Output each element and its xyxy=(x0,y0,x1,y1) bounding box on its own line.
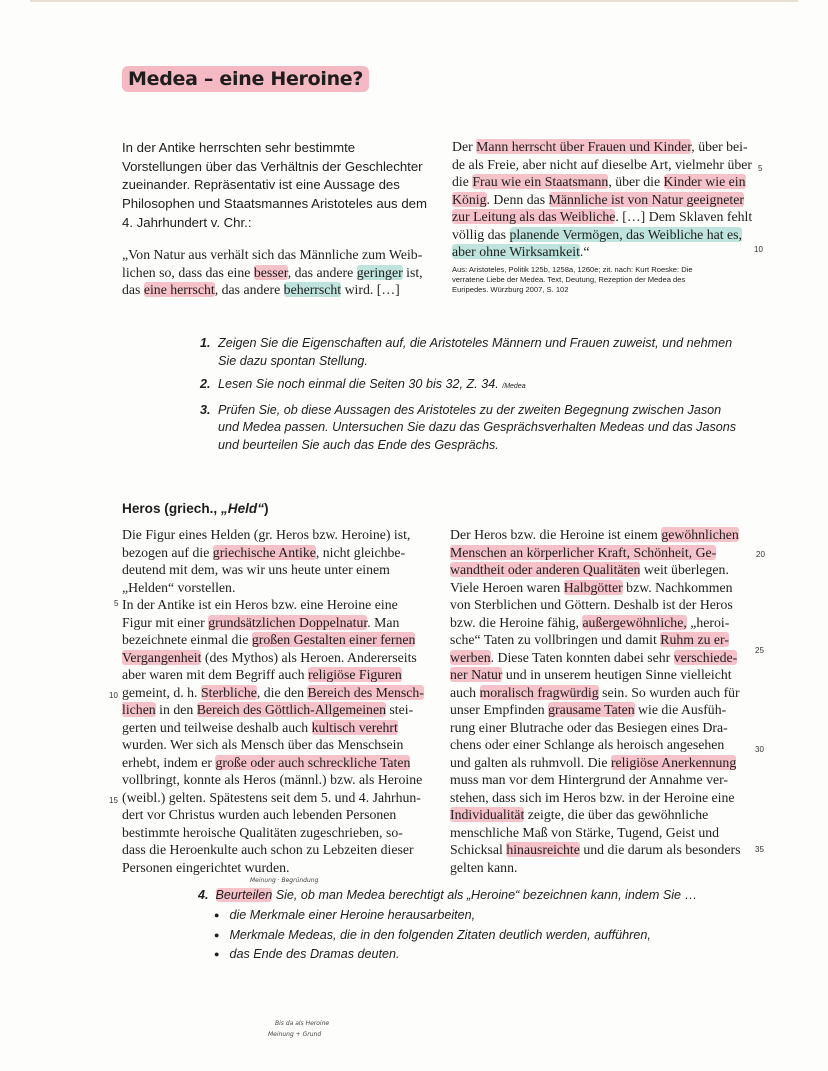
text-line: In der Antike ist ein Heros bzw. eine Heroine eine xyxy=(122,597,398,612)
text-line: gemeint, d. h. Sterbliche, die den Bereich des Mensch- xyxy=(122,684,424,700)
quote-line: König. Denn das Männliche ist von Natur geeigneter xyxy=(452,191,744,207)
text-line: menschliche Maß von Stärke, Tugend, Geist und xyxy=(450,824,720,840)
highlight: griechische Antike xyxy=(212,544,316,560)
handwritten-note: Meinung · Begründung xyxy=(250,877,319,884)
highlight: Sterbliche xyxy=(200,684,257,700)
text-line: Figur mit einer grundsätzlichen Doppelnatur. Man xyxy=(122,614,400,630)
quote-line: Der Mann herrscht über Frauen und Kinder, über bei- xyxy=(452,139,748,154)
text-line: bzw. die Heroine fähig, außergewöhnliche, „heroi- xyxy=(450,614,730,630)
text-line: wandtheit oder anderen Qualitäten weit überlegen. xyxy=(450,562,729,577)
quote-line: de als Freie, aber nicht auf dieselbe Art, vielmehr über xyxy=(452,156,752,172)
highlight: planende Vermögen, das Weibliche hat es, xyxy=(509,226,742,242)
highlight: Frau wie ein Staatsmann xyxy=(472,174,609,189)
highlight: große oder auch schreckliche Taten xyxy=(215,754,411,770)
text-line: vollbringt, konnte als Heros (männl.) bzw. als Heroine xyxy=(122,772,423,787)
text-line: chens oder einer Schlange als heroisch angesehen xyxy=(450,737,725,752)
task-list xyxy=(200,335,740,461)
text-line: erhebt, indem er große oder auch schreckliche Taten xyxy=(122,754,411,770)
task-1: 1. Zeigen Sie die Eigenschaften auf, die Aristoteles Männern und Frauen zuweist, und nehmen Sie dazu spontan Stellung. xyxy=(200,336,733,368)
text-line: gelten kann. xyxy=(450,859,518,875)
intro-paragraph: In der Antike herrschten sehr bestimmte Vorstellungen über das Verhältnis der Geschlechter zueinander. Repräsentativ ist eine Aussage des Philosophen und Staatsmannes Aristoteles aus dem 4. Jahrhundert v. Chr.: xyxy=(122,140,427,230)
highlight: beherrscht xyxy=(283,282,342,297)
highlight: außergewöhnliche, xyxy=(582,614,687,630)
highlight: wandtheit oder anderen Qualitäten xyxy=(450,562,641,577)
handwritten-note: Bis da als Heroine xyxy=(275,1020,330,1027)
highlight: geringer xyxy=(356,264,403,280)
line-number: 10 xyxy=(109,691,118,700)
heros-heading: Heros (griech., „Held“) xyxy=(122,501,269,516)
quote-line: das eine herrscht, das andere beherrscht wird. […] xyxy=(122,282,400,297)
highlight: aber ohne Wirksamkeit xyxy=(452,244,580,259)
task-4: 4. Beurteilen Sie, ob man Medea berechtigt als „Heroine“ bezeichnen kann, indem Sie … ● die Merkmale einer Heroine herausarbeiten, ● Merkmale Medeas, die in den folgenden Zitaten deutlich werden, aufführen, ● das Ende des Dramas deuten. xyxy=(198,888,758,965)
highlight: eine herrscht xyxy=(143,282,215,297)
quote-source: Aus: Aristoteles, Politik 125b, 1258a, 1260e; zit. nach: Kurt Roeske: Die verratene Liebe der Medea. Text, Deutung, Rezeption der Medea des Euripedes. Würzburg 2007, S. 102 xyxy=(452,264,693,294)
text-line: gerten und teilweise deshalb auch kultisch verehrt xyxy=(122,719,398,735)
highlight: Vergangenheit xyxy=(122,649,202,665)
highlight: Halbgötter xyxy=(563,579,623,595)
text-line: „Helden“ vorstellen. xyxy=(122,579,236,595)
text-line: Die Figur eines Helden (gr. Heros bzw. Heroine) ist, xyxy=(122,527,411,542)
highlight: zur Leitung als das Weibliche xyxy=(452,209,616,224)
text-line: auch moralisch fragwürdig sein. So wurden auch für xyxy=(450,684,740,700)
text-line: ner Natur und in unserem heutigen Sinne vielleicht xyxy=(450,667,732,682)
quote-line: „Von Natur aus verhält sich das Männliche zum Weib- xyxy=(122,247,423,262)
quote-line: die Frau wie ein Staatsmann, über die Kinder wie ein xyxy=(452,174,746,189)
highlight: Beurteilen xyxy=(215,888,273,902)
text-line: lichen in den Bereich des Göttlich-Allgemeinen stei- xyxy=(122,702,414,717)
text-line: Personen eingerichtet wurden. xyxy=(122,859,290,875)
heros-text-right xyxy=(450,526,755,876)
highlight: Männliche ist von Natur geeigneter xyxy=(548,191,744,207)
highlight: grausame Taten xyxy=(548,702,635,717)
top-edge-line xyxy=(30,0,798,2)
line-number: 5 xyxy=(114,599,119,608)
text-line: muss man vor dem Hintergrund der Annahme ver- xyxy=(450,772,729,787)
text-line: unser Empfinden grausame Taten wie die Ausfüh- xyxy=(450,702,727,717)
line-number: 10 xyxy=(754,245,763,254)
text-line: bezogen auf die griechische Antike, nicht gleichbe- xyxy=(122,544,406,560)
highlight: großen Gestalten einer fernen xyxy=(251,632,416,647)
highlight: lichen xyxy=(122,702,156,717)
intro-column xyxy=(122,139,432,233)
highlight: Mann herrscht über Frauen und Kinder xyxy=(476,139,692,154)
line-number: 5 xyxy=(758,164,763,173)
text-line: aber waren mit dem Begriff auch religiöse Figuren xyxy=(122,667,402,682)
text-line xyxy=(450,544,755,562)
text-line: bezeichnete einmal die großen Gestalten einer fernen xyxy=(122,632,416,647)
line-number: 35 xyxy=(755,845,764,854)
highlight: Bereich des Göttlich-Allgemeinen xyxy=(196,702,386,717)
highlight: Individualität xyxy=(450,807,525,822)
aristotle-quote-left xyxy=(122,246,437,299)
aristotle-quote-right xyxy=(452,138,757,295)
highlight: gewöhnlichen xyxy=(661,527,739,542)
line-number: 30 xyxy=(755,745,764,754)
text-line: dert vor Christus wurden auch lebenden Personen xyxy=(122,807,397,822)
text-line: von Sterblichen und Göttern. Deshalb ist der Heros xyxy=(450,597,733,612)
highlight: religiöse Figuren xyxy=(307,667,402,682)
text-line: Viele Heroen waren Halbgötter bzw. Nachkommen xyxy=(450,579,733,595)
text-line: wurden. Wer sich als Mensch über das Menschsein xyxy=(122,737,404,752)
text-line: rung einer Blutrache oder das Besiegen eines Dra- xyxy=(450,719,728,735)
quote-line: zur Leitung als das Weibliche. […] Dem Sklaven fehlt xyxy=(452,209,753,224)
text-line: (weibl.) gelten. Spätestens seit dem 5. und 4. Jahrhun- xyxy=(122,789,421,805)
text-line: Vergangenheit (des Mythos) als Heroen. Andererseits xyxy=(122,649,417,665)
task-3: 3. Prüfen Sie, ob diese Aussagen des Aristoteles zu der zweiten Begegnung zwischen Jason und Medea passen. Untersuchen Sie dazu das Gesprächsverhalten Medeas und das Jasons und beurteilen Sie auch das Ende des Gesprächs. xyxy=(200,402,737,452)
highlight: König xyxy=(452,191,487,207)
text-line: werben. Diese Taten konnten dabei sehr verschiede- xyxy=(450,649,738,665)
highlight: Ruhm zu er- xyxy=(660,632,729,647)
highlight: moralisch fragwürdig xyxy=(479,684,599,700)
line-number: 20 xyxy=(756,550,765,559)
text-line: Der Heros bzw. die Heroine ist einem gewöhnlichen xyxy=(450,527,739,542)
task-4-bullets xyxy=(214,906,758,965)
highlight: religiöse Anerkennung xyxy=(610,754,737,770)
highlight: verschiede- xyxy=(673,649,738,665)
highlight: Menschen an körperlicher Kraft, Schönheit, Ge- xyxy=(450,544,717,560)
text-line: Individualität zeigte, die über das gewöhnliche xyxy=(450,807,709,822)
highlight: besser xyxy=(253,264,288,280)
list-item: ● das Ende des Dramas deuten. xyxy=(214,945,758,965)
text-line: dass die Heroenkulte auch schon zu Lebzeiten dieser xyxy=(122,842,414,857)
line-number: 25 xyxy=(755,646,764,655)
quote-line: lichen so, dass das eine besser, das andere geringer ist, xyxy=(122,264,423,280)
highlight: Bereich des Mensch- xyxy=(307,684,424,700)
list-item: ● die Merkmale einer Heroine herausarbeiten, xyxy=(214,906,758,926)
quote-line: völlig das planende Vermögen, das Weibliche hat es, xyxy=(452,226,742,242)
highlight: Kinder wie ein xyxy=(663,174,746,189)
handwritten-note: /Medea xyxy=(502,383,526,391)
quote-line: aber ohne Wirksamkeit.“ xyxy=(452,244,590,259)
text-line: stehen, dass sich im Heros bzw. in der Heroine eine xyxy=(450,789,735,805)
text-line: deutend mit dem, was wir uns heute unter einem xyxy=(122,562,390,577)
handwritten-note: Meinung + Grund xyxy=(268,1031,322,1038)
highlight: kultisch verehrt xyxy=(311,719,398,735)
heros-text-left xyxy=(122,526,442,876)
highlight: grundsätzlichen Doppelnatur xyxy=(208,614,368,630)
task-2: 2. Lesen Sie noch einmal die Seiten 30 bis 32, Z. 34. /Medea xyxy=(200,377,526,392)
text-line: Schicksal hinausreichte und die darum als besonders xyxy=(450,842,741,857)
text-line: sche“ Taten zu vollbringen und damit Ruhm zu er- xyxy=(450,632,729,647)
highlight: ner Natur xyxy=(450,667,503,682)
text-line: und galten als ruhmvoll. Die religiöse Anerkennung xyxy=(450,754,737,770)
page-title: Medea – eine Heroine? xyxy=(122,68,369,90)
highlight: hinausreichte xyxy=(506,842,580,857)
list-item: ● Merkmale Medeas, die in den folgenden Zitaten deutlich werden, aufführen, xyxy=(214,926,758,946)
highlight: werben xyxy=(450,649,491,665)
text-line: bestimmte heroische Qualitäten zugeschrieben, so- xyxy=(122,824,403,840)
line-number: 15 xyxy=(109,796,118,805)
